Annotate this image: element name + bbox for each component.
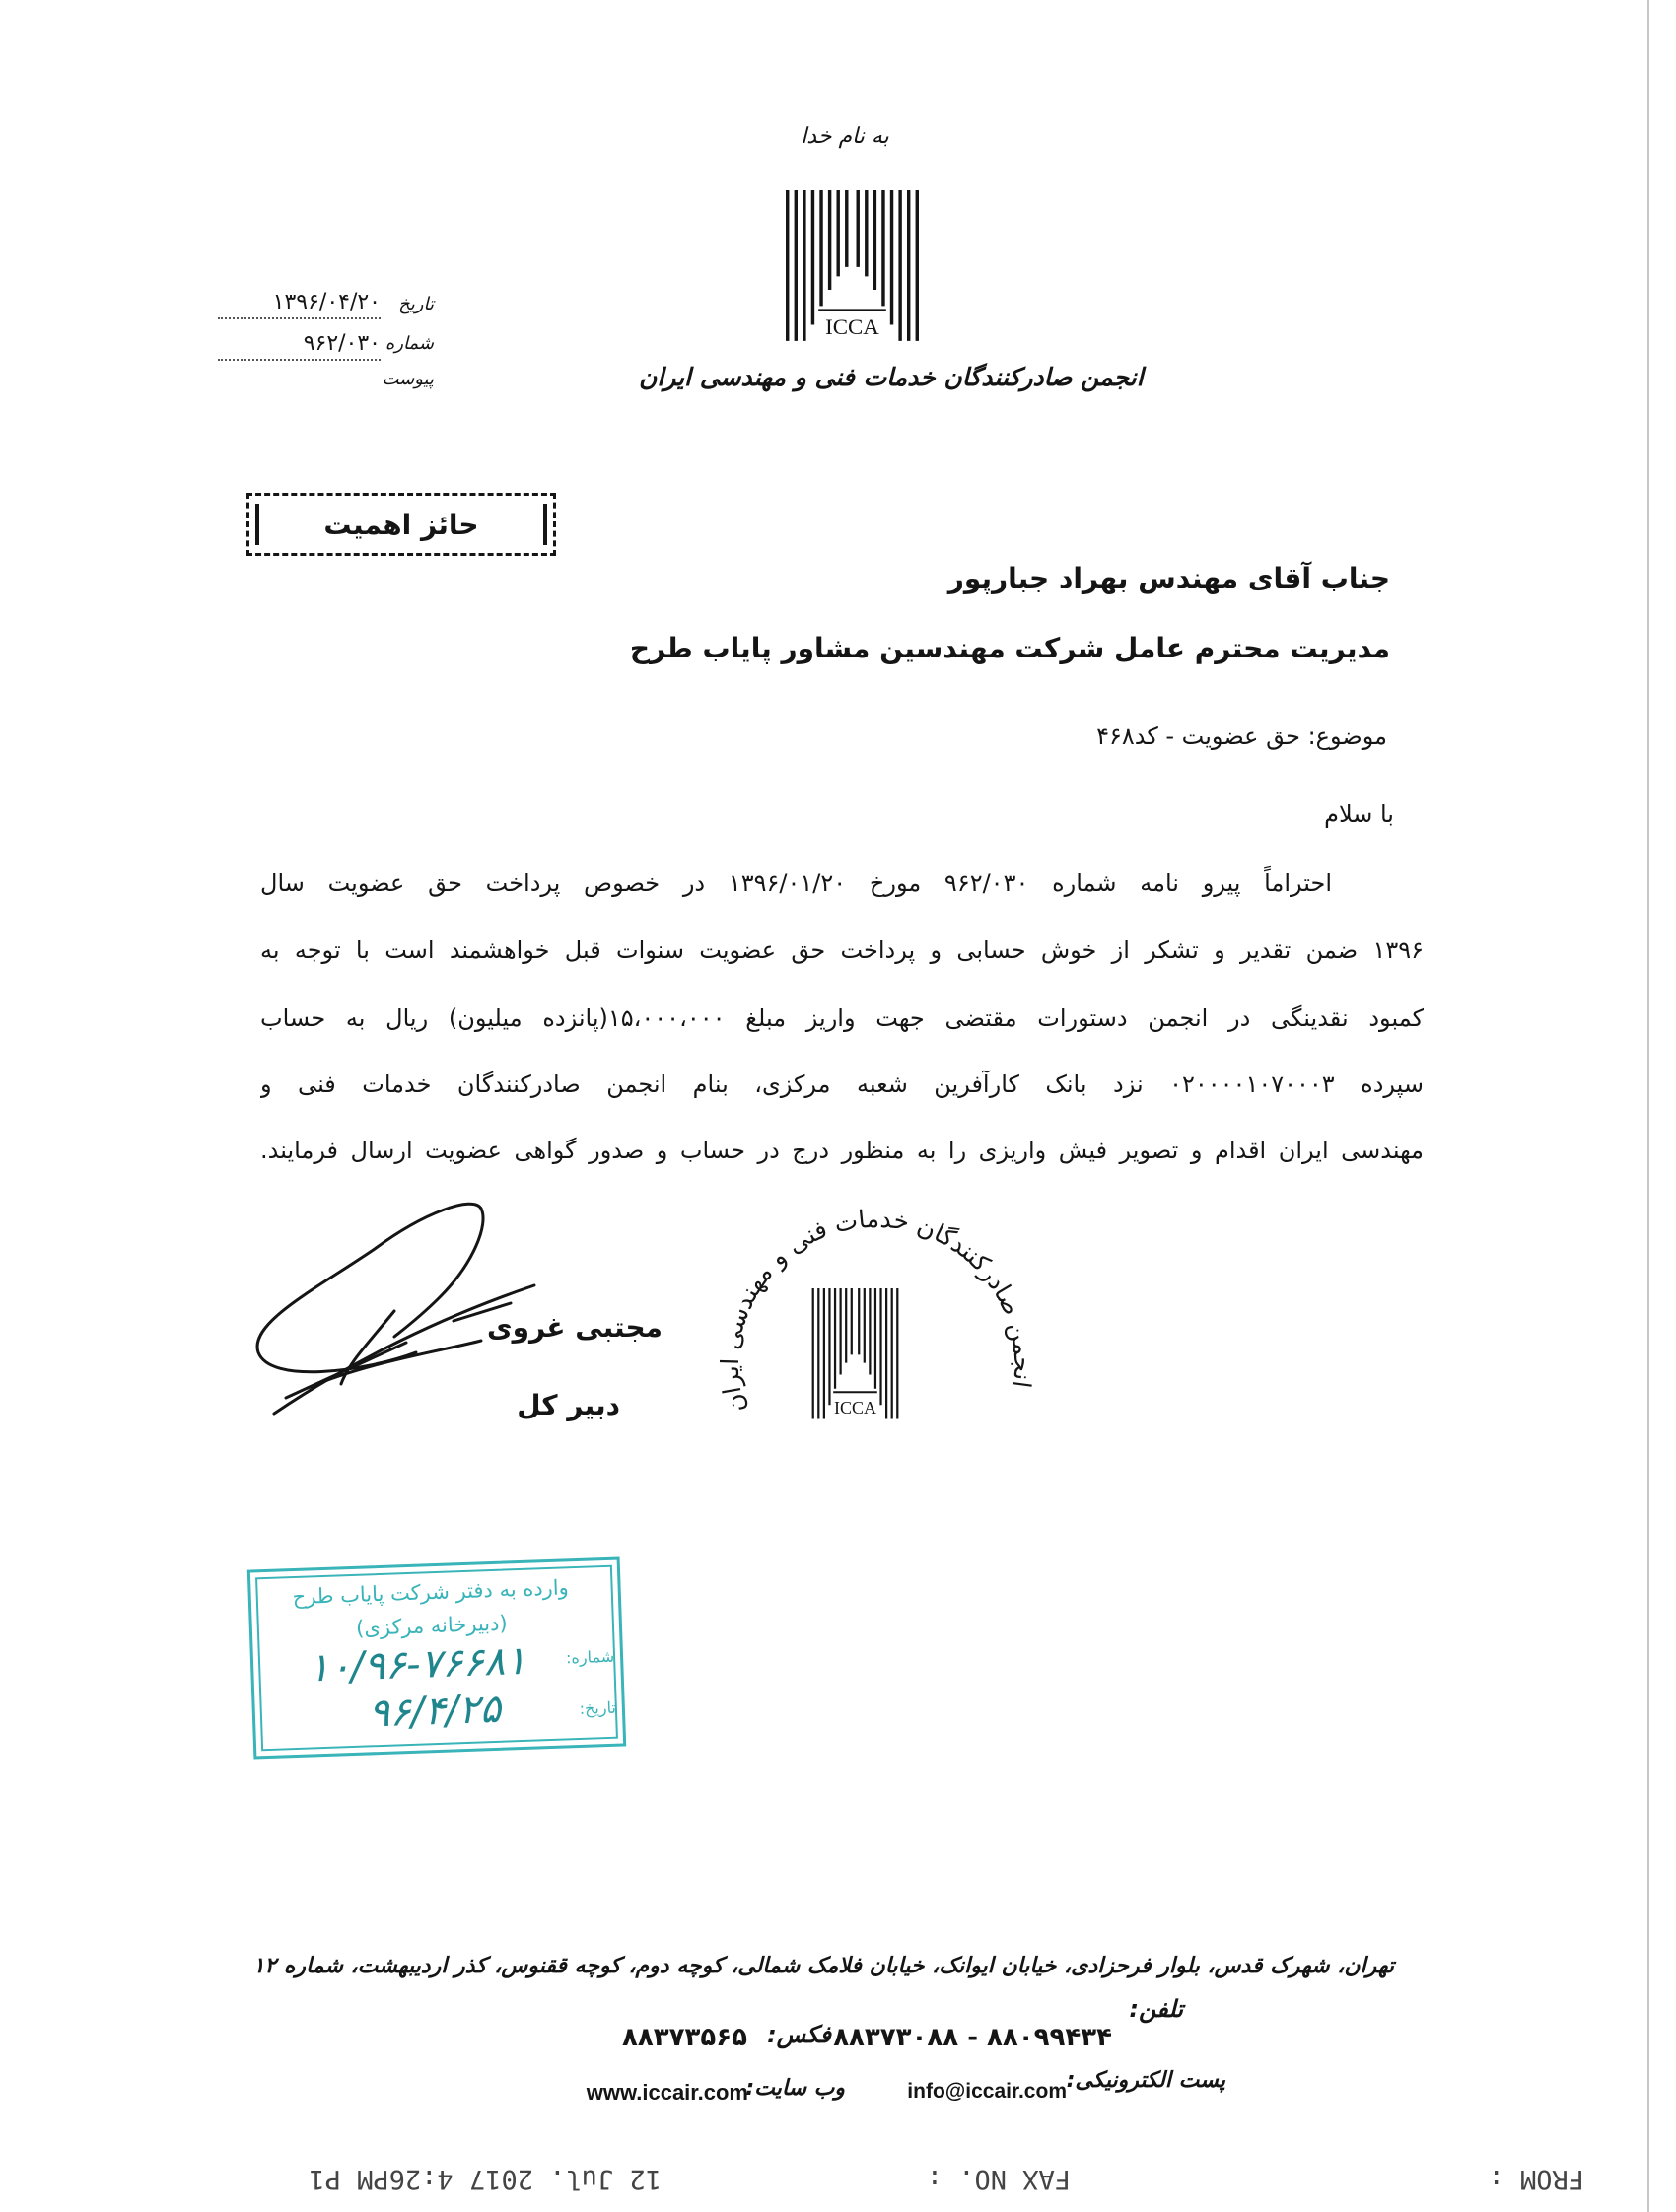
date-label: تاریخ bbox=[398, 294, 434, 314]
icca-logo bbox=[782, 190, 923, 345]
received-stamp-number-label: شماره: bbox=[565, 1646, 615, 1668]
date-value: ۱۳۹۶/۰۴/۲۰ bbox=[218, 288, 381, 319]
fax-header-from: FROM : bbox=[1488, 2164, 1584, 2194]
footer-fax: ۸۸۳۷۳۵۶۵ bbox=[622, 2023, 747, 2052]
footer-email[interactable]: info@iccair.com bbox=[907, 2080, 1067, 2103]
organization-name: انجمن صادرکنندگان خدمات فنی و مهندسی ایران bbox=[639, 363, 1144, 391]
logo-text: ICCA bbox=[825, 314, 879, 339]
recipient-line-1: جناب آقای مهندس بهراد جبارپور bbox=[947, 562, 1390, 594]
fax-header-fax-no: FAX NO. : bbox=[926, 2164, 1071, 2194]
greeting: با سلام bbox=[1324, 800, 1394, 828]
footer-web-label: وب سایت: bbox=[745, 2076, 845, 2101]
attachment-label: پیوست bbox=[382, 369, 434, 389]
basmala: به نام خدا bbox=[801, 124, 889, 149]
fax-header-timestamp: 12 Jul. 2017 4:26PM P1 bbox=[309, 2164, 662, 2194]
subject-line: موضوع: حق عضویت - کد۴۶۸ bbox=[1096, 723, 1387, 750]
signatory-name: مجتبی غروی bbox=[486, 1311, 663, 1344]
received-stamp-line-1: وارده به دفتر شرکت پایاب طرح bbox=[292, 1575, 570, 1610]
seal-logo-text: ICCA bbox=[833, 1398, 877, 1417]
received-stamp-date-value: ۹۶/۴/۲۵ bbox=[367, 1686, 502, 1737]
recipient-line-2: مدیریت محترم عامل شرکت مهندسین مشاور پایاب طرح bbox=[629, 632, 1390, 664]
received-stamp-number-value: ۱۰/۹۶-۷۶۶۸۱ bbox=[307, 1637, 527, 1692]
number-label: شماره bbox=[384, 333, 434, 354]
seal-ring-text: انجمن صادرکنندگان خدمات فنی و مهندسی ایران bbox=[715, 1204, 1037, 1417]
organization-seal bbox=[709, 1198, 1044, 1533]
footer-website[interactable]: www.iccair.com bbox=[586, 2080, 748, 2105]
footer-email-label: پست الکترونیکی: bbox=[1066, 2068, 1225, 2093]
footer-fax-label: فکس: bbox=[767, 2021, 831, 2048]
signatory-title: دبیر کل bbox=[517, 1389, 620, 1421]
body-line: مهندسی ایران اقدام و تصویر فیش واریزی را به منظور درج در حساب و صدور گواهی عضویت ارسال فرمایند. bbox=[260, 1137, 1424, 1164]
footer-address: تهران، شهرک قدس، بلوار فرحزادی، خیابان ایوانک، خیابان فلامک شمالی، کوچه دوم، کوچه ققنوس، کذر اردیبهشت، شماره ۱۲ bbox=[252, 1954, 1394, 1978]
importance-box bbox=[246, 493, 556, 556]
body-line: احتراماً پیرو نامه شماره ۹۶۲/۰۳۰ مورخ ۱۳۹۶/۰۱/۲۰ در خصوص پرداخت حق عضویت سال bbox=[260, 869, 1332, 897]
number-value: ۹۶۲/۰۳۰ bbox=[218, 329, 381, 361]
body-line: ۱۳۹۶ ضمن تقدیر و تشکر از خوش حسابی و پرداخت حق عضویت سنوات قبل خواهشمند است با توجه به bbox=[260, 936, 1424, 964]
footer-phones: ۸۸۰۹۹۴۳۴ - ۸۸۳۷۳۰۸۸ bbox=[833, 2023, 1112, 2052]
received-stamp-line-2: (دبیرخانه مرکزی) bbox=[355, 1611, 508, 1640]
received-stamp bbox=[247, 1556, 626, 1759]
received-stamp-date-label: تاریخ: bbox=[579, 1697, 617, 1718]
body-line: سپرده ۰۲۰۰۰۰۱۰۷۰۰۰۳ نزد بانک کارآفرین شعبه مرکزی، بنام انجمن صادرکنندگان خدمات فنی و bbox=[260, 1071, 1424, 1098]
scan-edge-line bbox=[1647, 0, 1649, 2212]
fax-header bbox=[227, 2157, 1617, 2196]
importance-label: حائز اهمیت bbox=[323, 508, 479, 541]
body-line: کمبود نقدینگی در انجمن دستورات مقتضی جهت واریز مبلغ ۱۵،۰۰۰،۰۰۰(پانزده میلیون) ریال به حساب bbox=[260, 1004, 1424, 1032]
footer-phone-label: تلفن: bbox=[1129, 1995, 1183, 2023]
